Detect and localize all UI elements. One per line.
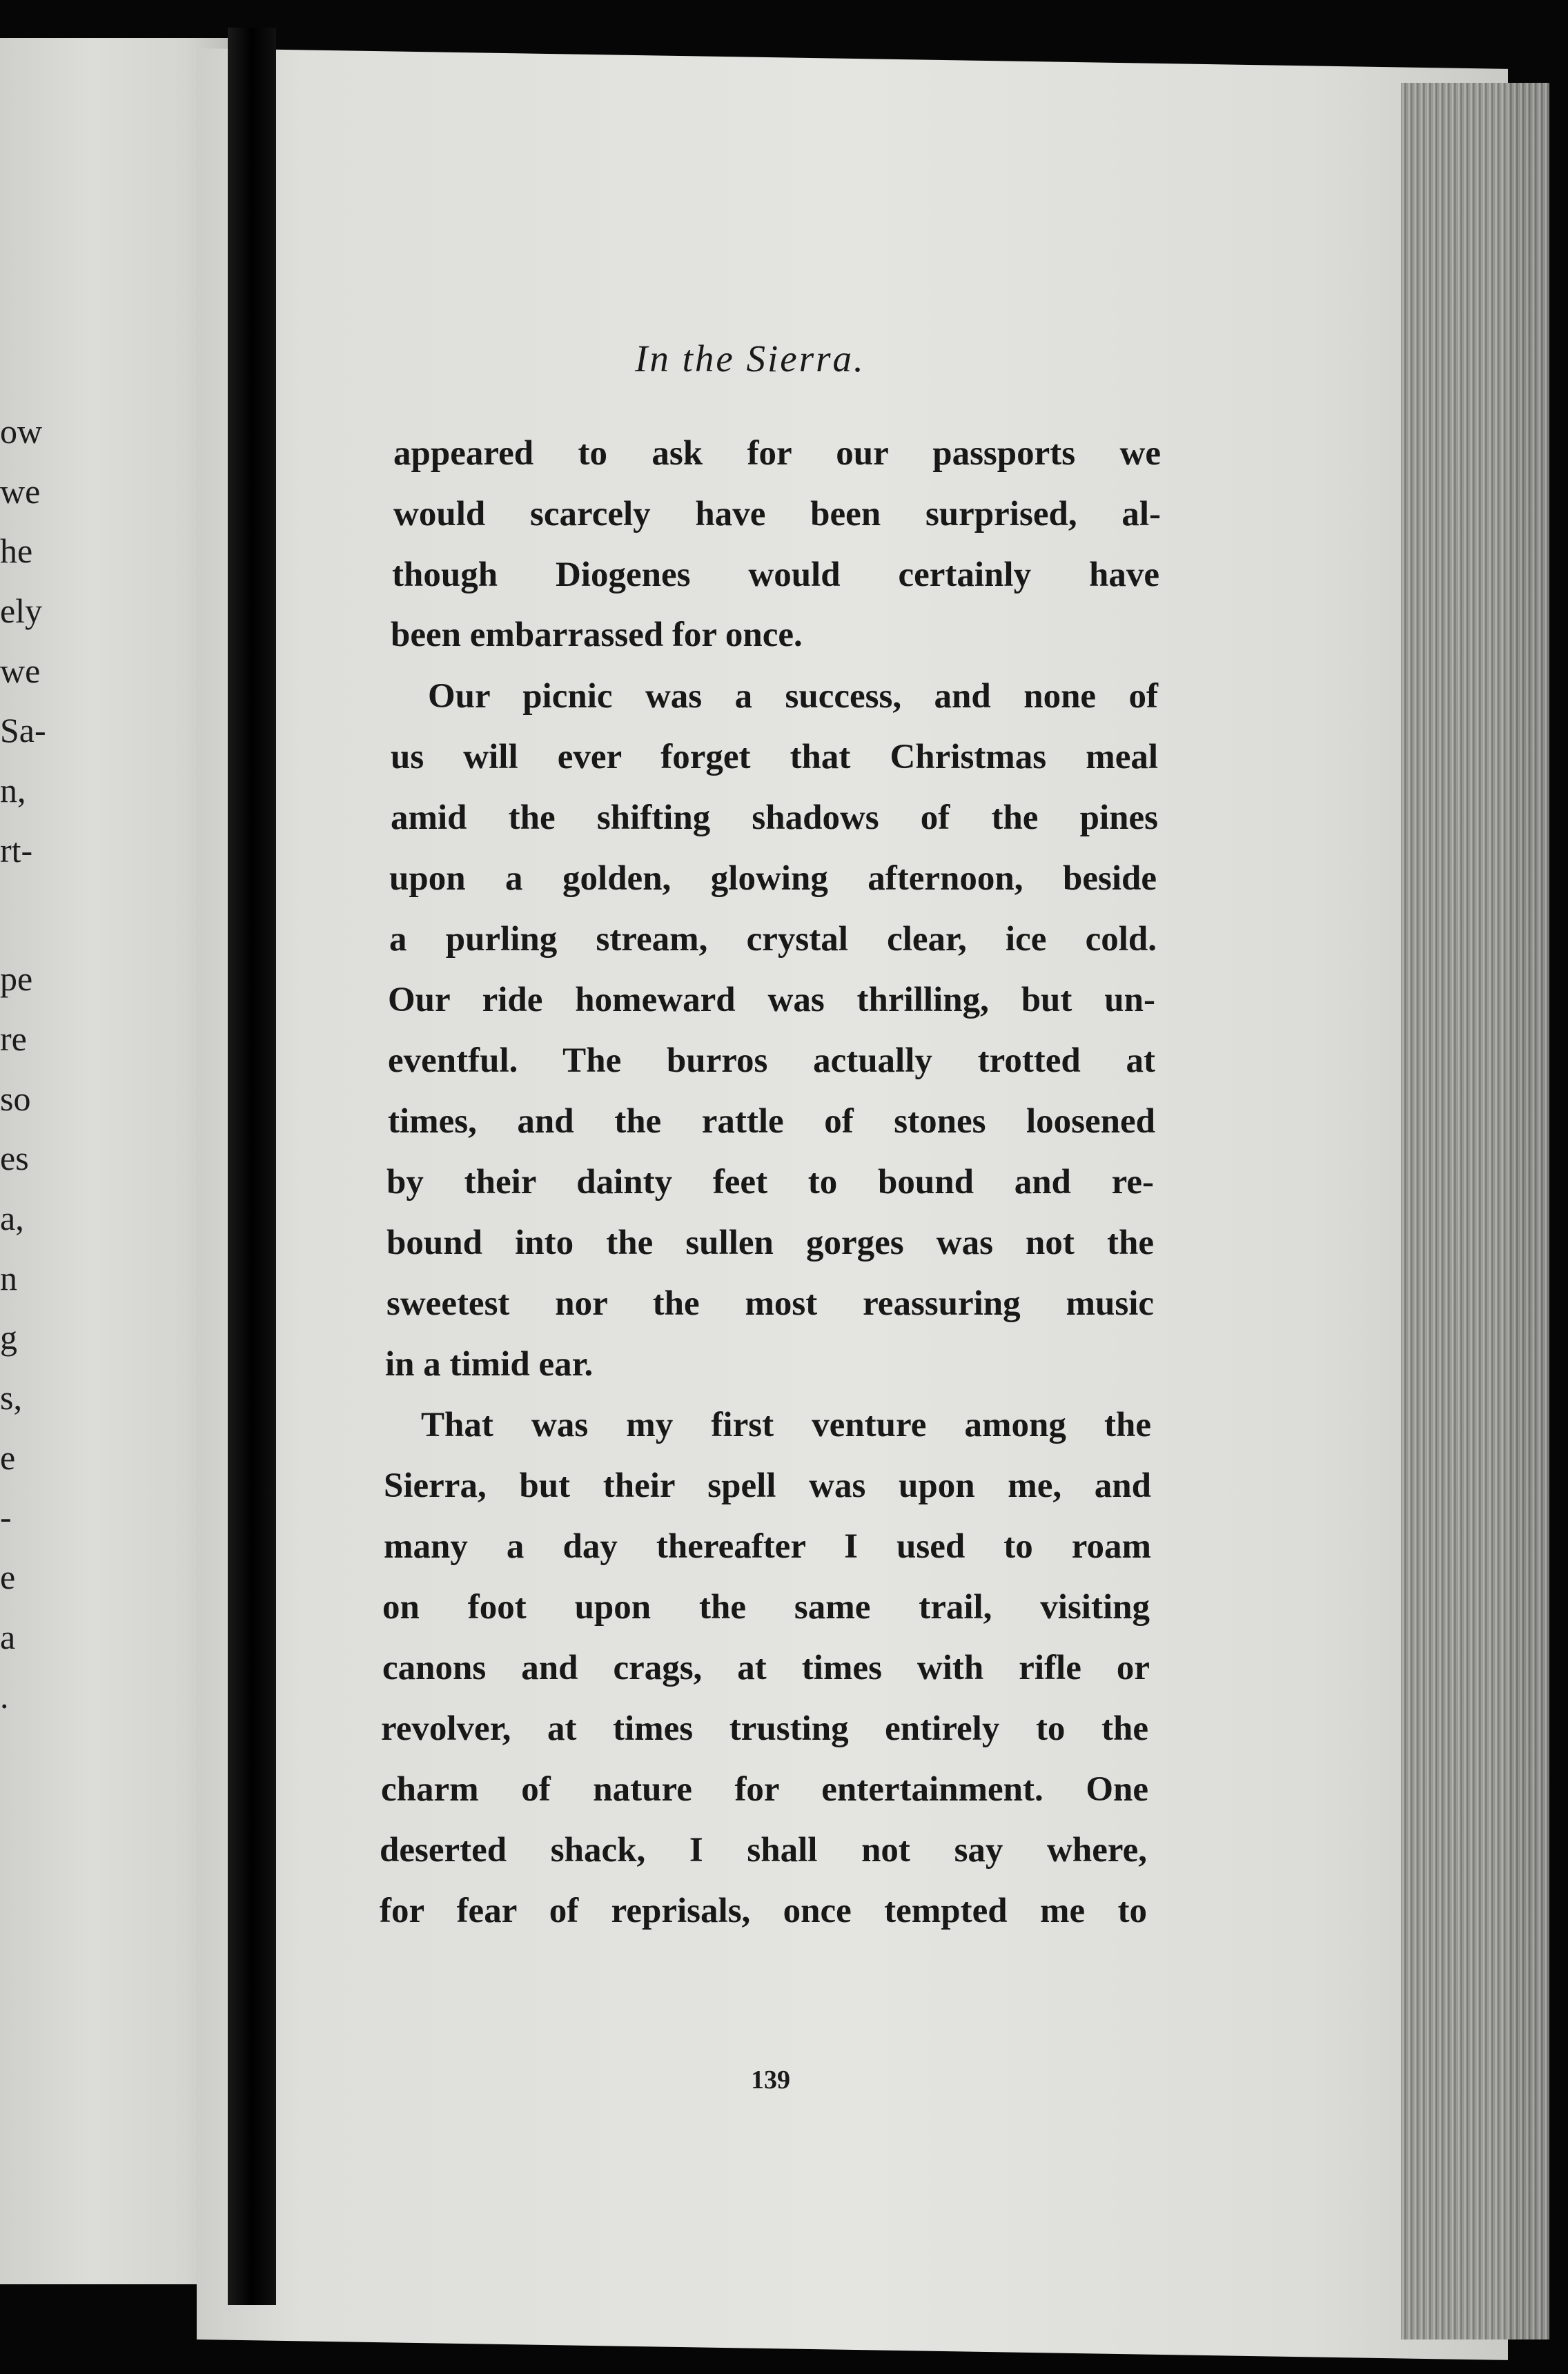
left-page-fragment: a,	[0, 1199, 24, 1237]
left-page-fragment: we	[0, 651, 41, 690]
left-page-fragment: n	[0, 1259, 17, 1297]
left-page-fragment: so	[0, 1079, 31, 1118]
body-text-line: would scarcely have been surprised, al-	[393, 495, 1161, 533]
left-page-fragment: -	[0, 1498, 12, 1536]
book-spine	[228, 28, 276, 2305]
body-text-line: Sierra, but their spell was upon me, and	[384, 1466, 1151, 1505]
body-text-line: though Diogenes would certainly have	[392, 556, 1159, 594]
left-page-fragment: rt-	[0, 831, 33, 870]
left-page-fragment: n,	[0, 771, 26, 810]
left-page-fragment: es	[0, 1139, 29, 1177]
body-text-line: That was my first venture among the	[421, 1406, 1151, 1444]
left-page-fragment: .	[0, 1677, 9, 1716]
body-text-line: charm of nature for entertainment. One	[381, 1770, 1148, 1809]
left-page-fragment: a	[0, 1618, 16, 1656]
body-text-line: times, and the rattle of stones loosened	[388, 1102, 1155, 1141]
body-text-line: revolver, at times trusting entirely to the	[381, 1709, 1148, 1748]
left-page-fragment: we	[0, 472, 41, 511]
body-text-line: us will ever forget that Christmas meal	[391, 738, 1158, 776]
body-text-line: canons and crags, at times with rifle or	[382, 1649, 1150, 1687]
body-text-line: in a timid ear.	[385, 1345, 594, 1384]
body-text-line: been embarrassed for once.	[391, 616, 803, 654]
left-page-fragment: e	[0, 1438, 16, 1477]
body-text-line: on foot upon the same trail, visiting	[382, 1588, 1150, 1627]
left-page-fragment: s,	[0, 1378, 22, 1417]
left-page-fragment: he	[0, 531, 33, 570]
body-text-line: a purling stream, crystal clear, ice cold.	[389, 920, 1157, 959]
right-page	[197, 48, 1508, 2360]
body-text-line: for fear of reprisals, once tempted me to	[380, 1892, 1147, 1930]
left-page-fragment: ow	[0, 412, 43, 451]
body-text-line: bound into the sullen gorges was not the	[386, 1224, 1154, 1262]
left-page-fragment: ely	[0, 591, 43, 630]
left-page-fragment: e	[0, 1558, 16, 1596]
body-text-line: appeared to ask for our passports we	[393, 434, 1161, 473]
left-page-fragment: re	[0, 1019, 27, 1058]
running-head: In the Sierra.	[635, 337, 865, 380]
body-text-line: amid the shifting shadows of the pines	[391, 798, 1158, 837]
body-text-line: eventful. The burros actually trotted at	[388, 1041, 1155, 1080]
body-text-line: many a day thereafter I used to roam	[384, 1527, 1151, 1566]
body-text-line: upon a golden, glowing afternoon, beside	[389, 859, 1157, 898]
body-text-line: deserted shack, I shall not say where,	[380, 1831, 1147, 1870]
body-text-line: sweetest nor the most reassuring music	[386, 1284, 1154, 1323]
body-text-line: Our ride homeward was thrilling, but un-	[388, 981, 1155, 1019]
page-edges	[1401, 83, 1549, 2339]
left-page-fragment: g	[0, 1318, 17, 1357]
body-text-line: Our picnic was a success, and none of	[428, 677, 1158, 716]
body-text-line: by their dainty feet to bound and re-	[386, 1163, 1154, 1201]
page-number: 139	[751, 2066, 790, 2095]
left-page-fragment: pe	[0, 959, 33, 998]
left-page-fragment: Sa-	[0, 711, 46, 749]
